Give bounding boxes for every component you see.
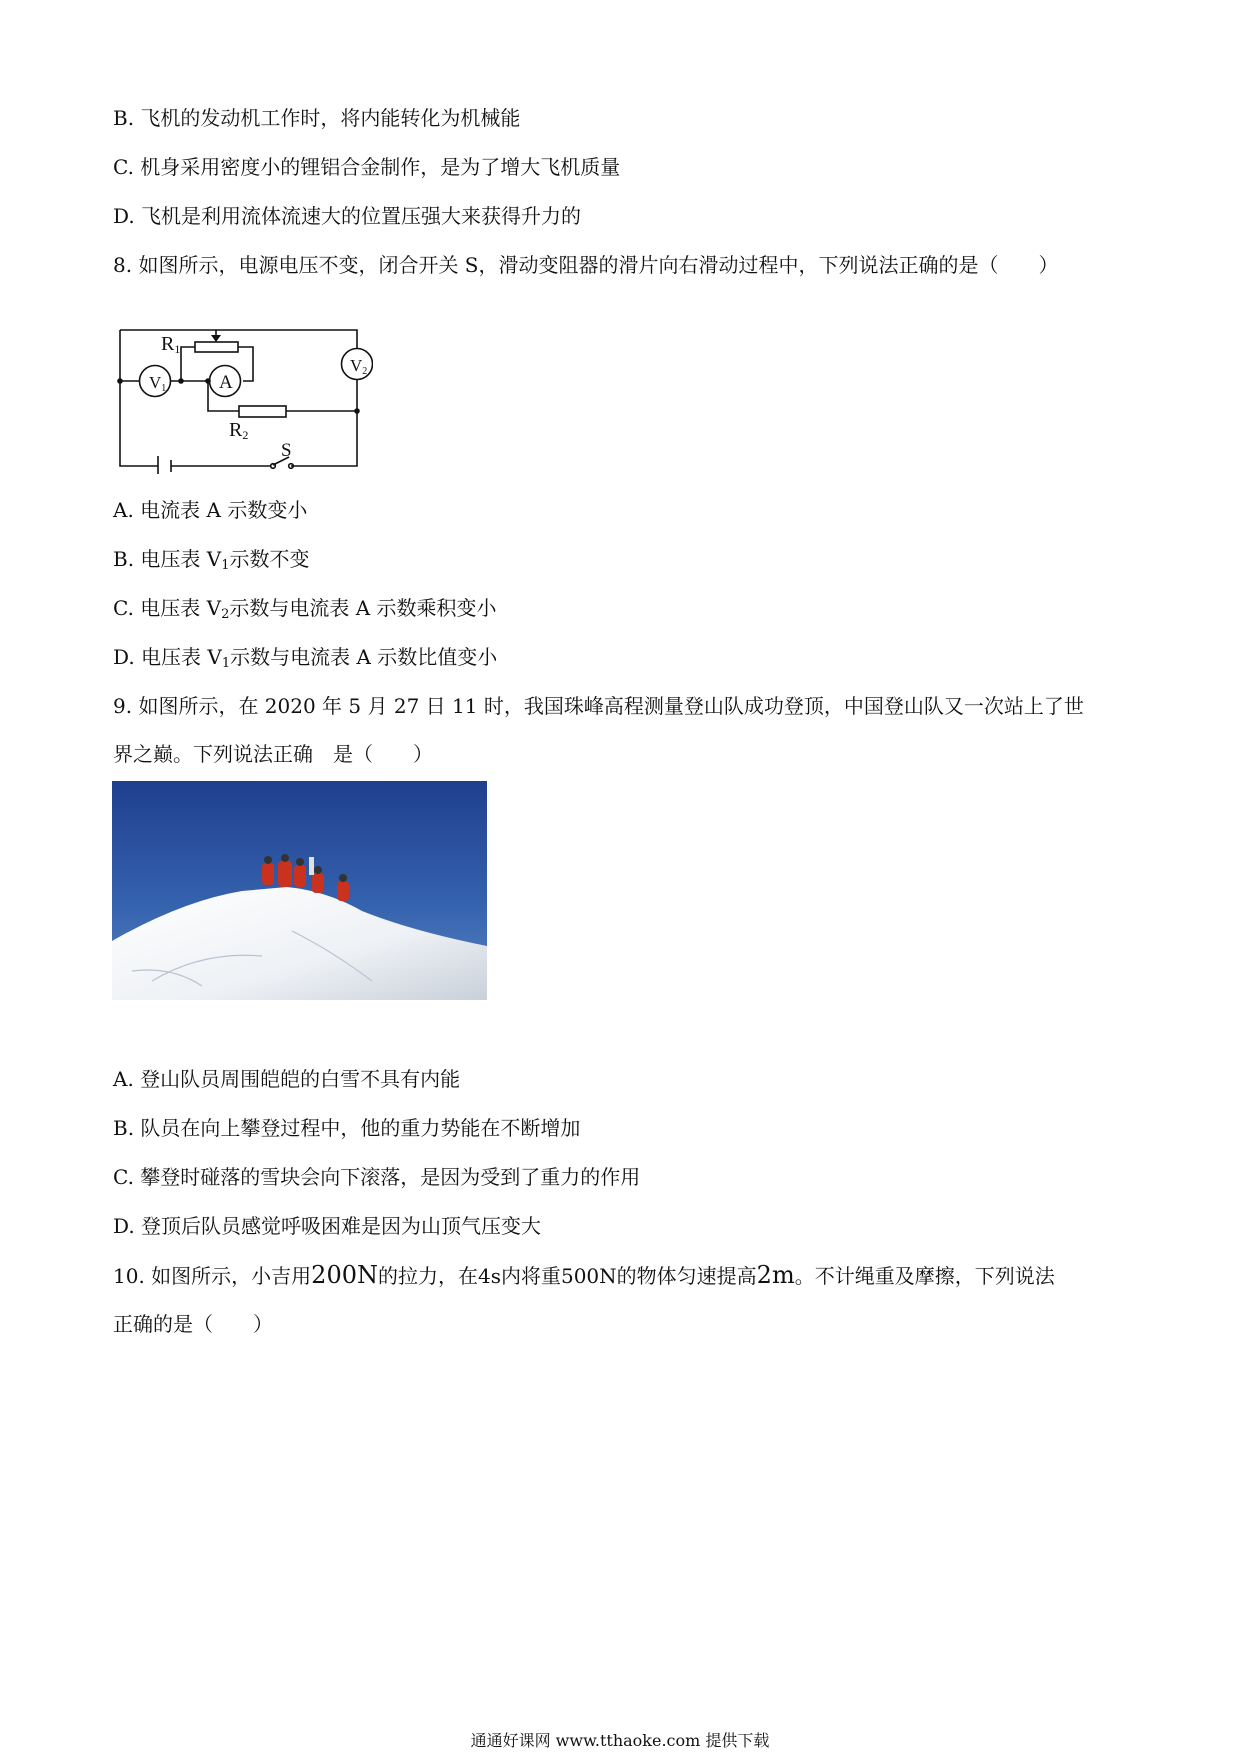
ammeter-label: A	[219, 372, 233, 393]
q7-option-d: D. 飞机是利用流体流速大的位置压强大来获得升力的	[113, 204, 582, 228]
q7-option-b: B. 飞机的发动机工作时，将内能转化为机械能	[113, 106, 521, 130]
q9-option-c: C. 攀登时碰落的雪块会向下滚落，是因为受到了重力的作用	[113, 1165, 641, 1189]
q8-option-b: B. 电压表 $V_1$示数不变	[113, 547, 310, 573]
q10-stem-line-1: 10. 如图所示，小吉用200N的拉力，在4s内将重500N的物体匀速提高2m。不计绳重及摩擦，下列说法	[113, 1261, 1055, 1289]
v2-label: V2	[350, 356, 368, 377]
circuit-diagram	[113, 306, 373, 474]
r1-label: R1	[161, 333, 181, 356]
q9-option-b: B. 队员在向上攀登过程中，他的重力势能在不断增加	[113, 1116, 581, 1140]
summit-photo	[112, 781, 487, 1000]
v1-label: V1	[149, 373, 167, 394]
q9-option-a: A. 登山队员周围皑皑的白雪不具有内能	[113, 1067, 461, 1091]
page-footer: 通通好课网 www.tthaoke.com 提供下载	[470, 1731, 770, 1750]
switch-label: S	[281, 440, 292, 461]
q8-option-a: A. 电流表 A 示数变小	[113, 498, 308, 522]
q9-stem-line-2: 界之巅。下列说法正确 是（ ）	[113, 742, 433, 766]
q7-option-c: C. 机身采用密度小的锂铝合金制作，是为了增大飞机质量	[113, 155, 621, 179]
q8-option-d: D. 电压表 $V_1$示数与电流表 A 示数比值变小	[113, 645, 498, 671]
q8-stem: 8. 如图所示，电源电压不变，闭合开关 S，滑动变阻器的滑片向右滑动过程中，下列说法正确的是（ ）	[113, 253, 1059, 277]
q9-option-d: D. 登顶后队员感觉呼吸困难是因为山顶气压变大	[113, 1214, 542, 1238]
r2-label: R2	[229, 419, 249, 442]
q10-stem-line-2: 正确的是（ ）	[113, 1312, 273, 1336]
q9-stem-line-1: 9. 如图所示，在 2020 年 5 月 27 日 11 时，我国珠峰高程测量登山队成功登顶，中国登山队又一次站上了世	[113, 694, 1084, 718]
q8-option-c: C. 电压表 $V_2$示数与电流表 A 示数乘积变小	[113, 596, 497, 622]
